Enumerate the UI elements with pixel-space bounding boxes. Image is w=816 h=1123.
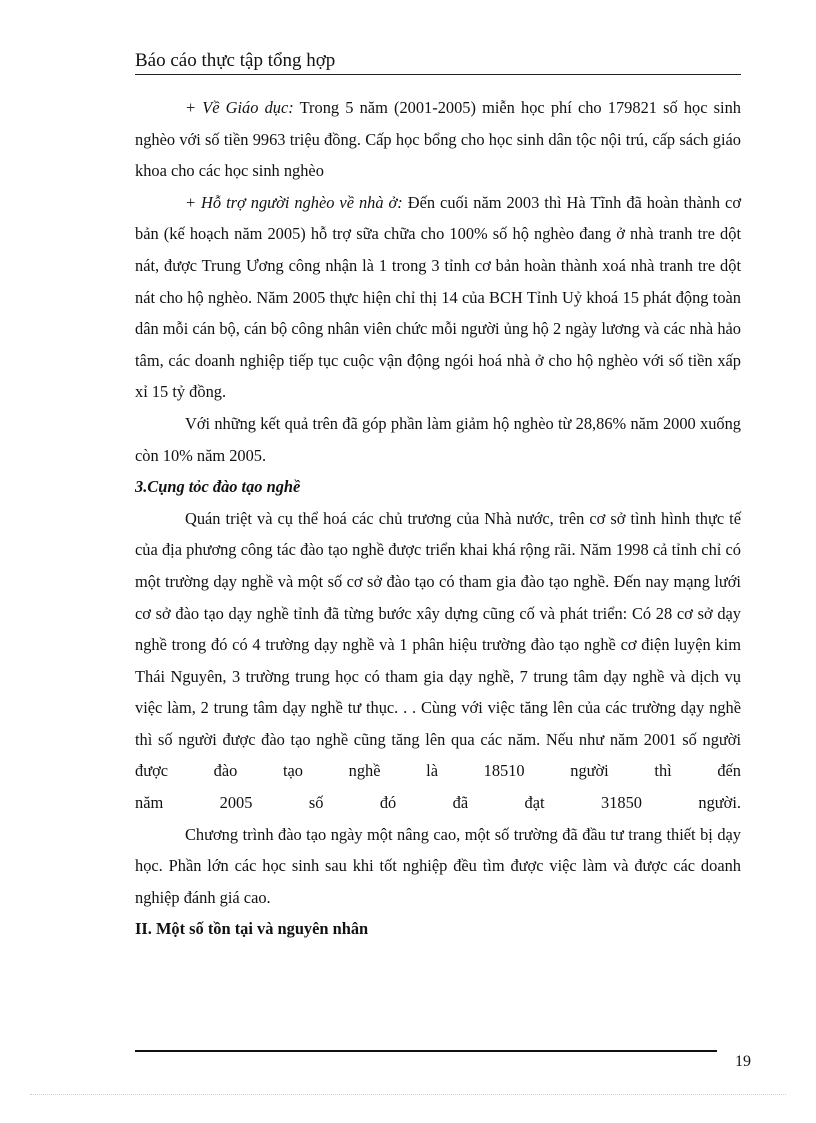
paragraph-education — [135, 92, 741, 187]
housing-label: + Hỗ trợ người nghèo về nhà ở: — [185, 192, 403, 212]
page-number: 19 — [735, 1053, 751, 1070]
paragraph-housing — [135, 187, 741, 408]
document-body — [135, 92, 741, 945]
paragraph-results: Với những kết quả trên đã góp phần làm giảm hộ nghèo từ 28,86% năm 2000 xuống còn 10% năm 2005. — [135, 413, 741, 465]
paragraph-vocational-training: Quán triệt và cụ thể hoá các chủ trương của Nhà nước, trên cơ sở tình hình thực tế của địa phương công tác đào tạo nghề được triển khai khá rộng rãi. Năm 1998 cả tỉnh chỉ có một trường dạy nghề và một số cơ sở đào tạo có tham gia đào tạo nghề. Đến nay mạng lưới cơ sở đào tạo dạy nghề tỉnh đã từng bước xây dựng cũng cố và phát triển: Có 28 cơ sở dạy nghề trong đó có 4 trường dạy nghề và 1 phân hiệu trường đào tạo nghề cơ điện luyện kim Thái Nguyên, 3 trường trung học có tham gia dạy nghề, 7 trung tâm dạy nghề và dịch vụ việc làm, 2 trung tâm dạy nghề tư thục. . . Cùng với việc tăng lên của các trường dạy nghề thì số người được đào tạo nghề cũng tăng lên qua các năm. Nếu như năm 2001 số người được đào tạo nghề là 18510 người thì đến — [135, 508, 741, 781]
page-bottom-border — [30, 1094, 786, 1095]
education-text: Trong 5 năm (2001-2005) miễn học phí cho 179821 số học sinh nghèo với số tiền 9963 triệu đồng. Cấp học bổng cho học sinh dân tộc nội trú, cấp sách giáo khoa cho các học sinh nghèo — [135, 98, 742, 181]
section-3-heading: 3.Cụng tỏc đào tạo nghề — [135, 477, 301, 497]
header-title: Báo cáo thực tập tổng hợp — [135, 50, 336, 71]
footer-divider — [135, 1050, 717, 1052]
page-header — [135, 48, 741, 75]
education-label: + Về Giáo dục: — [185, 98, 294, 117]
housing-text: Đến cuối năm 2003 thì Hà Tĩnh đã hoàn thành cơ bản (kế hoạch năm 2005) hỗ trợ sữa chữa cho 100% số hộ nghèo đang ở nhà tranh tre dột nát, được Trung Ương công nhận là 1 trong 3 tỉnh cơ bản hoàn thành xoá nhà tranh tre dột nát cho hộ nghèo. Năm 2005 thực hiện chỉ thị 14 của BCH Tỉnh Uỷ khoá 15 phát động toàn dân mỗi cán bộ, cán bộ công nhân viên chức mỗi người ủng hộ 2 ngày lương và các nhà hảo tâm, các doanh nghiệp tiếp tục cuộc vận động ngói hoá nhà ở cho hộ nghèo với số tiền xấp xỉ 15 tỷ đồng. — [135, 192, 741, 402]
paragraph-training-program: Chương trình đào tạo ngày một nâng cao, một số trường đã đầu tư trang thiết bị dạy học. Phần lớn các học sinh sau khi tốt nghiệp đều tìm được việc làm và được các doanh nghiệp đánh giá cao. — [135, 824, 741, 907]
section-ii-heading: II. Một số tồn tại và nguyên nhân — [135, 919, 369, 939]
paragraph-vocational-training-end: năm 2005 số đó đã đạt 31850 người. — [135, 793, 741, 813]
